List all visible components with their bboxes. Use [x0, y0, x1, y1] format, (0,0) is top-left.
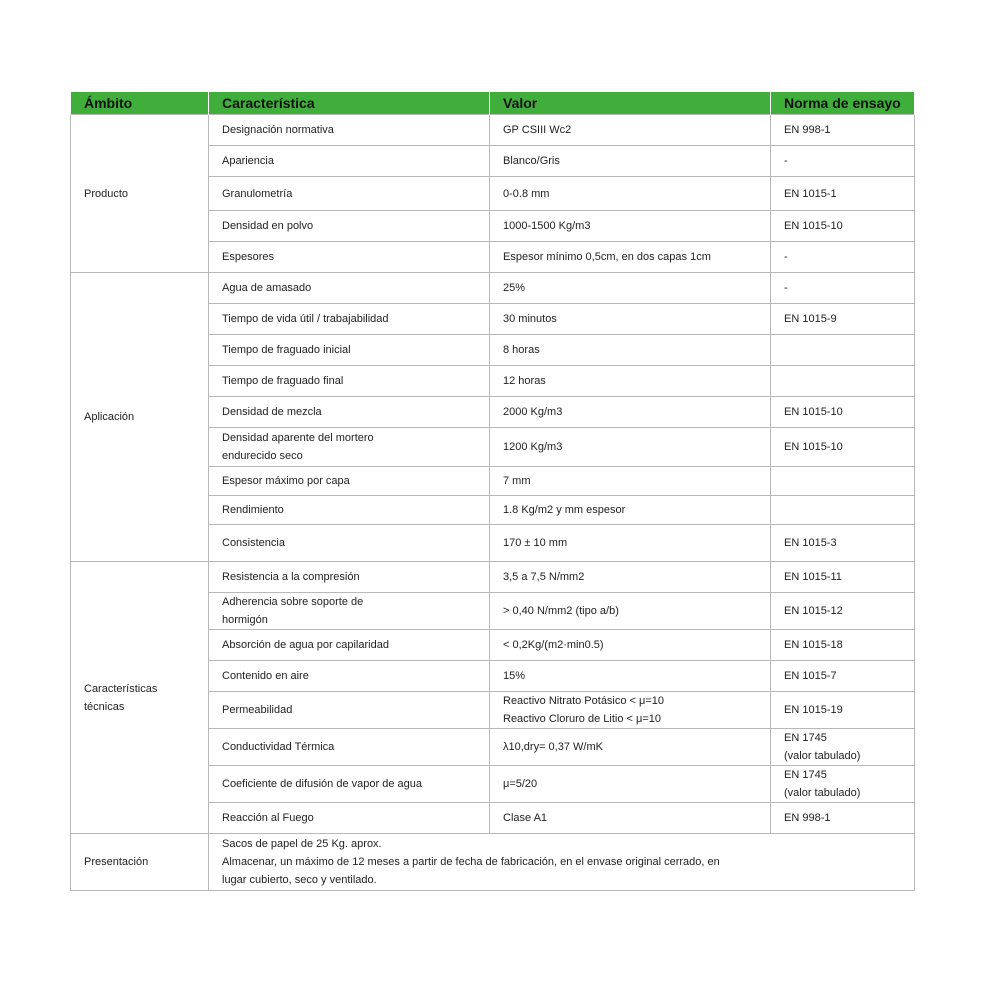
cell-norma: EN 1015-11 — [771, 562, 915, 593]
cell-norma — [771, 729, 915, 766]
cell-caracteristica: Designación normativa — [209, 115, 490, 146]
cell-valor: Blanco/Gris — [490, 146, 771, 177]
cell-valor — [490, 692, 771, 729]
cell-norma: EN 1015-7 — [771, 661, 915, 692]
presentacion-line: Sacos de papel de 25 Kg. aprox. — [222, 838, 382, 850]
cell-caracteristica: Contenido en aire — [209, 661, 490, 692]
cell-valor: > 0,40 N/mm2 (tipo a/b) — [490, 593, 771, 630]
group-line: técnicas — [84, 700, 125, 713]
cell-norma — [771, 496, 915, 525]
cell-valor: 15% — [490, 661, 771, 692]
header-norma: Norma de ensayo — [771, 92, 915, 115]
group-line: Características — [84, 682, 158, 695]
table-row — [71, 562, 915, 593]
cell-valor: Espesor mínimo 0,5cm, en dos capas 1cm — [490, 242, 771, 273]
cell-line: Reactivo Nitrato Potásico < μ=10 — [503, 695, 665, 707]
cell-norma: EN 1015-3 — [771, 525, 915, 562]
cell-norma: - — [771, 146, 915, 177]
cell-valor: 7 mm — [490, 467, 771, 496]
cell-valor: 8 horas — [490, 335, 771, 366]
cell-valor: 170 ± 10 mm — [490, 525, 771, 562]
cell-valor: Clase A1 — [490, 803, 771, 834]
cell-line: (valor tabulado) — [784, 750, 861, 762]
technical-data-table — [70, 92, 915, 891]
cell-norma: EN 1015-1 — [771, 177, 915, 211]
cell-caracteristica: Absorción de agua por capilaridad — [209, 630, 490, 661]
cell-valor: 1000-1500 Kg/m3 — [490, 211, 771, 242]
cell-caracteristica: Tiempo de fraguado final — [209, 366, 490, 397]
cell-line: endurecido seco — [222, 450, 303, 462]
cell-valor: 1.8 Kg/m2 y mm espesor — [490, 496, 771, 525]
cell-caracteristica: Reacción al Fuego — [209, 803, 490, 834]
cell-norma: - — [771, 242, 915, 273]
header-ambito: Ámbito — [71, 92, 209, 115]
cell-norma: EN 998-1 — [771, 115, 915, 146]
presentacion-line: lugar cubierto, seco y ventilado. — [222, 874, 377, 886]
cell-norma — [771, 366, 915, 397]
cell-valor: 1200 Kg/m3 — [490, 428, 771, 467]
cell-caracteristica: Permeabilidad — [209, 692, 490, 729]
cell-valor: < 0,2Kg/(m2·min0.5) — [490, 630, 771, 661]
presentacion-text — [209, 834, 915, 891]
cell-line: EN 1745 — [784, 732, 827, 744]
cell-norma — [771, 467, 915, 496]
cell-caracteristica: Tiempo de fraguado inicial — [209, 335, 490, 366]
cell-valor: μ=5/20 — [490, 766, 771, 803]
cell-valor: 0-0.8 mm — [490, 177, 771, 211]
cell-caracteristica: Espesor máximo por capa — [209, 467, 490, 496]
cell-valor: λ10,dry= 0,37 W/mK — [490, 729, 771, 766]
cell-valor: GP CSIII Wc2 — [490, 115, 771, 146]
cell-caracteristica: Espesores — [209, 242, 490, 273]
cell-caracteristica: Apariencia — [209, 146, 490, 177]
cell-caracteristica: Resistencia a la compresión — [209, 562, 490, 593]
cell-line: Densidad aparente del mortero — [222, 432, 374, 444]
cell-line: (valor tabulado) — [784, 787, 861, 799]
cell-line: Adherencia sobre soporte de — [222, 596, 364, 608]
cell-line: Reactivo Cloruro de Litio < μ=10 — [503, 713, 661, 725]
cell-caracteristica: Rendimiento — [209, 496, 490, 525]
cell-valor: 25% — [490, 273, 771, 304]
cell-norma: EN 1015-10 — [771, 397, 915, 428]
cell-norma: EN 1015-10 — [771, 211, 915, 242]
cell-norma: EN 1015-9 — [771, 304, 915, 335]
cell-norma: EN 998-1 — [771, 803, 915, 834]
cell-norma: EN 1015-12 — [771, 593, 915, 630]
cell-norma — [771, 766, 915, 803]
cell-caracteristica: Tiempo de vida útil / trabajabilidad — [209, 304, 490, 335]
table-row — [71, 115, 915, 146]
group-caracteristicas-tecnicas — [71, 562, 209, 834]
cell-line: EN 1745 — [784, 769, 827, 781]
cell-norma: - — [771, 273, 915, 304]
cell-caracteristica: Densidad de mezcla — [209, 397, 490, 428]
cell-caracteristica: Coeficiente de difusión de vapor de agua — [209, 766, 490, 803]
table-header-row — [71, 92, 915, 115]
header-valor: Valor — [490, 92, 771, 115]
group-presentacion: Presentación — [71, 834, 209, 891]
cell-caracteristica: Consistencia — [209, 525, 490, 562]
table-row — [71, 273, 915, 304]
cell-caracteristica: Granulometría — [209, 177, 490, 211]
cell-valor: 2000 Kg/m3 — [490, 397, 771, 428]
cell-caracteristica: Agua de amasado — [209, 273, 490, 304]
table-row — [71, 834, 915, 891]
cell-valor: 3,5 a 7,5 N/mm2 — [490, 562, 771, 593]
cell-valor: 30 minutos — [490, 304, 771, 335]
cell-norma: EN 1015-19 — [771, 692, 915, 729]
cell-norma — [771, 335, 915, 366]
cell-caracteristica: Densidad en polvo — [209, 211, 490, 242]
cell-line: hormigón — [222, 614, 268, 626]
group-aplicacion: Aplicación — [71, 273, 209, 562]
cell-caracteristica — [209, 593, 490, 630]
cell-caracteristica: Conductividad Térmica — [209, 729, 490, 766]
cell-norma: EN 1015-18 — [771, 630, 915, 661]
cell-valor: 12 horas — [490, 366, 771, 397]
cell-caracteristica — [209, 428, 490, 467]
header-caracteristica: Característica — [209, 92, 490, 115]
cell-norma: EN 1015-10 — [771, 428, 915, 467]
presentacion-line: Almacenar, un máximo de 12 meses a partir de fecha de fabricación, en el envase original cerrado, en — [222, 856, 720, 868]
group-producto: Producto — [71, 115, 209, 273]
